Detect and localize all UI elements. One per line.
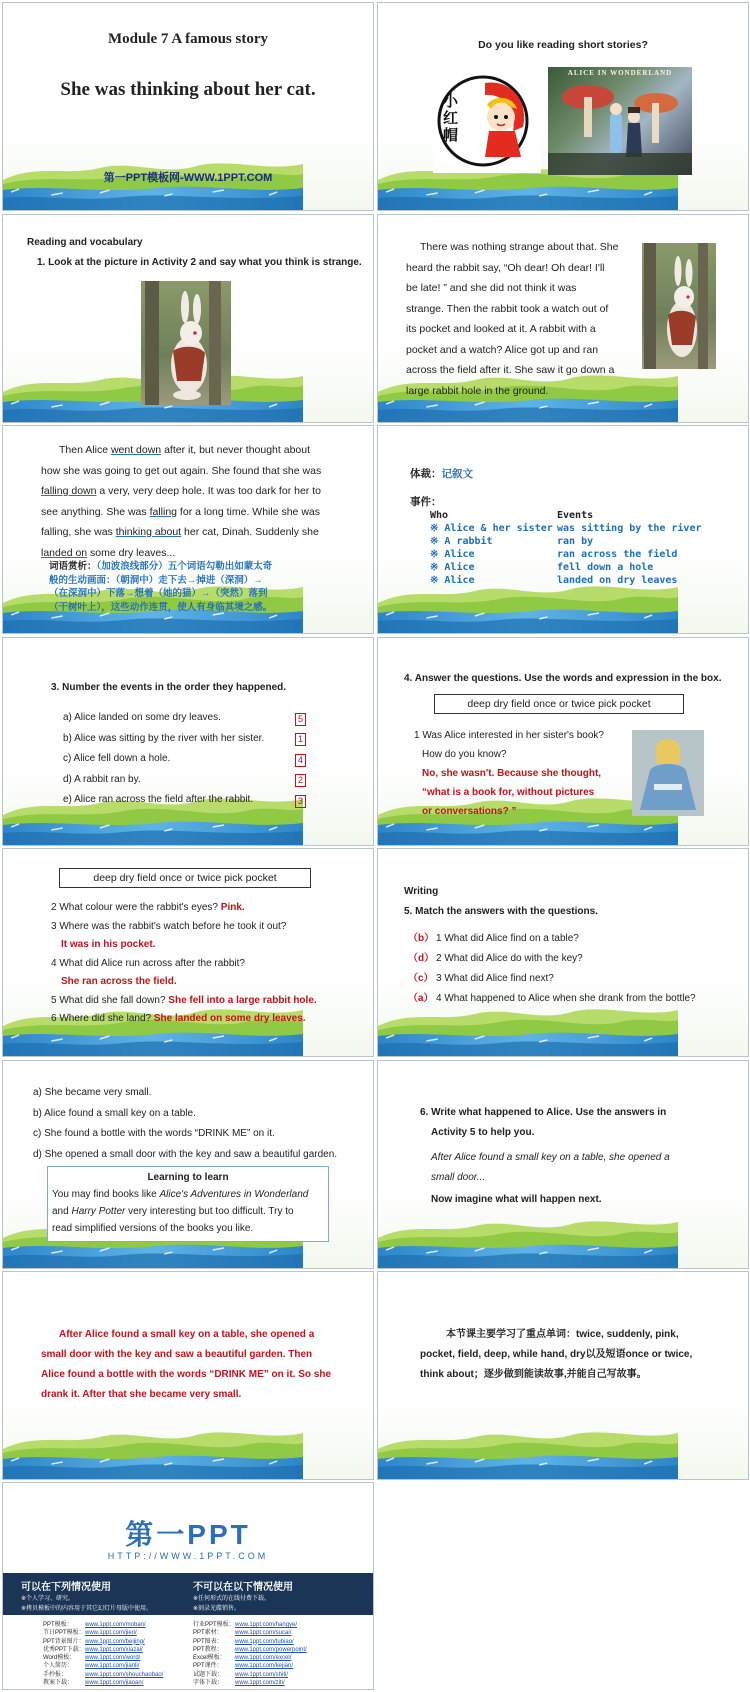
link-row[interactable] xyxy=(193,1671,307,1679)
table-header-row xyxy=(430,509,702,522)
link-url[interactable]: www.1ppt.com/moban/ xyxy=(85,1622,146,1628)
events-label: 事件： xyxy=(410,496,442,508)
link-url[interactable]: www.1ppt.com/shiti/ xyxy=(235,1671,289,1678)
match-answer[interactable]: （a） xyxy=(408,993,434,1004)
story-line: its pocket and looked at it. A rabbit with a xyxy=(406,323,596,335)
alice-reading-picture xyxy=(632,730,704,816)
story-line: be late! ” and she did not think it was xyxy=(406,282,577,294)
match-question: 1 What did Alice find on a table? xyxy=(436,933,579,944)
note-line: （在深洞中）下落→想着（她的猫）→（突然）落到 xyxy=(49,588,268,599)
lesson-title: She was thinking about her cat. xyxy=(60,79,316,100)
link-label: 个人简历： xyxy=(43,1663,74,1670)
list-item: c) Alice fell down a hole. xyxy=(63,753,171,764)
cannot-use-title: 不可以在以下情况使用 xyxy=(193,1582,293,1593)
text-run: very interesting but too difficult. Try to xyxy=(125,1206,294,1217)
paragraph-line: Alice found a bottle with the words “DRINK ME” on it. So she xyxy=(41,1369,332,1380)
list-item: a) She became very small. xyxy=(33,1087,152,1098)
link-url[interactable]: www.1ppt.com/ziti/ xyxy=(235,1680,285,1687)
link-row[interactable] xyxy=(43,1679,163,1687)
answer-text: It was in his pocket. xyxy=(61,939,156,950)
genre-label: 体裁： xyxy=(410,468,442,480)
slide-9-answers[interactable] xyxy=(2,848,374,1057)
qa-block xyxy=(51,899,317,1029)
table-row xyxy=(430,522,702,535)
story-line: strange. Then the rabbit took a watch out of xyxy=(406,302,609,315)
red-riding-hood-logo xyxy=(433,65,541,173)
question-text: 2 What colour were the rabbit's eyes? xyxy=(51,902,218,913)
learning-to-learn-box xyxy=(47,1166,329,1242)
match-question: 2 What did Alice do with the key? xyxy=(436,953,583,964)
slide-12-writing-task[interactable] xyxy=(377,1060,749,1269)
answer-text: No, she wasn't. Because she thought, xyxy=(422,768,602,779)
brand-logo[interactable]: 第一PPT xyxy=(125,1519,251,1550)
link-label: 节日PPT模板： xyxy=(43,1630,85,1637)
story-paragraph xyxy=(406,237,638,401)
box-title: Learning to learn xyxy=(147,1172,229,1183)
story-line: large rabbit hole in the ground. xyxy=(406,384,549,397)
story-line: heard the rabbit say, “Oh dear! Oh dear! I'll xyxy=(406,261,605,274)
alice-movie-poster xyxy=(548,67,692,175)
link-label: PPT素材： xyxy=(193,1630,223,1637)
poster-title: ALICE IN WONDERLAND xyxy=(567,69,673,77)
question-block xyxy=(414,726,604,821)
story-line: across the field after it. She saw it go down a xyxy=(406,364,615,376)
slide-4-story-part1[interactable] xyxy=(377,214,749,423)
key-phrase: thinking about xyxy=(115,526,182,538)
cell-who: ※ Alice xyxy=(430,575,475,586)
table-row xyxy=(430,561,702,574)
cell-who: ※ A rabbit xyxy=(430,536,493,547)
list-item: a) Alice landed on some dry leaves. xyxy=(63,712,221,723)
section-heading: Reading and vocabulary xyxy=(27,237,143,248)
key-phrase: falling down xyxy=(41,485,97,497)
can-use-item: ※拷贝模板中的内容用于其它幻灯片母版中使用。 xyxy=(21,1606,153,1612)
summary-line: pocket, field, deep, while hand, dry以及短语once or twice, xyxy=(420,1349,693,1360)
link-label: 优秀PPT下载： xyxy=(43,1646,85,1653)
link-url[interactable]: www.1ppt.com/xiazai/ xyxy=(85,1646,143,1653)
genre-value: 记叙文 xyxy=(441,468,473,480)
answer-text: She landed on some dry leaves. xyxy=(153,1013,306,1024)
example-start xyxy=(431,1148,670,1188)
link-url[interactable]: www.1ppt.com/jiaoan/ xyxy=(85,1680,144,1687)
summary-line: 本节课主要学习了重点单词：twice, suddenly, pink, xyxy=(446,1329,679,1340)
activity-instruction: 1. Look at the picture in Activity 2 and say what you think is strange. xyxy=(37,257,362,268)
cell-event: ran by xyxy=(557,536,594,547)
table-row xyxy=(430,574,702,587)
instruction-line: Activity 5 to help you. xyxy=(431,1127,535,1138)
link-url[interactable]: www.1ppt.com/tubiao/ xyxy=(235,1638,294,1645)
book-title: Harry Potter xyxy=(71,1206,126,1217)
list-item xyxy=(408,949,696,969)
list-item: d) A rabbit ran by. xyxy=(63,773,141,785)
link-row[interactable] xyxy=(193,1638,307,1646)
table-row xyxy=(430,535,702,548)
list-item xyxy=(408,969,696,989)
section-heading: Writing xyxy=(404,886,439,897)
text-run: some dry leaves... xyxy=(87,546,176,559)
cell-event: ran across the field xyxy=(557,549,678,560)
link-label: 字体下载： xyxy=(193,1680,224,1687)
module-title: Module 7 A famous story xyxy=(107,31,268,47)
answer-text: or conversations? ” xyxy=(422,806,517,817)
link-label: Excel模板： xyxy=(193,1655,226,1662)
slide-2-question[interactable] xyxy=(377,2,749,211)
cell-who: ※ Alice & her sister xyxy=(430,523,553,534)
link-row[interactable] xyxy=(43,1638,163,1646)
text-run: falling, she was xyxy=(41,526,116,538)
story-line: There was nothing strange about that. She xyxy=(420,241,619,253)
cell-who: ※ Alice xyxy=(430,562,475,573)
link-url[interactable]: www.1ppt.com/hangye/ xyxy=(235,1622,298,1628)
answer-text: She ran across the field. xyxy=(61,976,177,987)
story-line: pocket and a watch? Alice got up and ran xyxy=(406,343,599,356)
link-row[interactable] xyxy=(193,1646,307,1654)
link-label: PPT模板： xyxy=(43,1622,73,1628)
links-right xyxy=(193,1621,307,1687)
note-label: 词语赏析： xyxy=(49,561,97,572)
link-label: PPT背景图片： xyxy=(43,1638,85,1645)
answer-options xyxy=(33,1083,337,1165)
link-url[interactable]: www.1ppt.com/powerpoint/ xyxy=(235,1646,307,1653)
link-label: 行业PPT模板： xyxy=(193,1622,235,1628)
link-row[interactable] xyxy=(43,1662,163,1670)
link-label: Word模板： xyxy=(43,1655,76,1662)
link-row[interactable] xyxy=(43,1671,163,1679)
slide-6-events-table[interactable] xyxy=(377,425,749,634)
slide-7-number-events[interactable] xyxy=(2,637,374,846)
text-run: Then Alice xyxy=(59,444,111,456)
slide-8-answer-questions[interactable] xyxy=(377,637,749,846)
cell-event: landed on dry leaves xyxy=(557,575,678,586)
brand-url[interactable]: HTTP://WWW.1PPT.COM xyxy=(107,1551,269,1561)
slide-15-copyright[interactable] xyxy=(2,1482,374,1690)
note-line: （加波浪线部分）五个词语勾勒出如蒙太奇 xyxy=(96,561,273,572)
link-row[interactable] xyxy=(193,1629,307,1637)
text-run: a very, very deep hole. It was too dark for her to xyxy=(96,485,321,497)
list-item: e) Alice ran across the field after the rabbit. xyxy=(63,794,254,805)
match-answer[interactable]: （b） xyxy=(408,933,435,944)
link-url[interactable]: www.1ppt.com/beijing/ xyxy=(85,1638,145,1645)
slide-14-summary[interactable] xyxy=(377,1271,749,1480)
slide-13-model-answer[interactable] xyxy=(2,1271,374,1480)
column-header-events: Events xyxy=(557,510,594,521)
text-run: after it, but never thought about xyxy=(161,444,311,456)
column-header-who: Who xyxy=(430,510,449,521)
paragraph-line: small door with the key and saw a beautiful garden. Then xyxy=(41,1349,313,1360)
match-answer[interactable]: （c） xyxy=(408,973,434,984)
word-appreciation-note xyxy=(49,560,349,614)
question-text: 4 What did Alice run across after the rabbit? xyxy=(51,957,245,969)
match-answer[interactable]: （d） xyxy=(408,953,435,964)
link-label: PPT图表： xyxy=(193,1638,223,1645)
link-label: PPT教程： xyxy=(193,1646,223,1653)
link-label: 试题下载： xyxy=(193,1671,224,1678)
list-item: b) Alice found a small key on a table. xyxy=(33,1107,196,1119)
text-run: and xyxy=(52,1206,72,1217)
question-text: 3 Where was the rabbit's watch before he took it out? xyxy=(51,920,287,932)
link-label: 教案下载： xyxy=(43,1680,74,1687)
cell-who: ※ Alice xyxy=(430,549,475,560)
slide-1-title[interactable] xyxy=(2,2,374,211)
answer-text: She fell into a large rabbit hole. xyxy=(168,994,317,1006)
order-number-box[interactable]: 4 xyxy=(295,754,306,767)
list-item xyxy=(408,989,696,1009)
events-list xyxy=(63,708,264,811)
link-row[interactable] xyxy=(193,1662,307,1670)
link-url[interactable]: www.1ppt.com/shouchaobao/ xyxy=(85,1671,164,1678)
activity-instruction: 5. Match the answers with the questions. xyxy=(404,906,598,917)
link-url[interactable]: www.1ppt.com/jieri/ xyxy=(85,1630,137,1637)
question-text: Do you like reading short stories? xyxy=(478,39,648,51)
match-question: 4 What happened to Alice when she drank from the bottle? xyxy=(436,993,696,1004)
link-row[interactable] xyxy=(193,1621,307,1629)
can-use-item: ※个人学习、研究。 xyxy=(21,1596,75,1602)
key-phrase: falling xyxy=(149,505,178,518)
slide-11-answer-options[interactable] xyxy=(2,1060,374,1269)
cannot-use-item: ※刻录光碟销售。 xyxy=(193,1606,241,1612)
links-left xyxy=(43,1621,163,1687)
answer-text: “what is a book for, without pictures xyxy=(422,787,595,798)
paragraph-line: drank it. After that she became very small. xyxy=(41,1389,242,1400)
question-text: How do you know? xyxy=(422,749,507,760)
list-item xyxy=(408,929,696,949)
list-item: d) She opened a small door with the key and saw a beautiful garden. xyxy=(33,1148,338,1160)
activity-heading: 3. Number the events in the order they happened. xyxy=(51,682,287,693)
link-label: 手抄报： xyxy=(43,1671,68,1678)
example-line: small door... xyxy=(431,1172,486,1183)
link-row[interactable] xyxy=(43,1629,163,1637)
cell-event: was sitting by the river xyxy=(557,523,702,534)
events-table xyxy=(430,509,702,587)
grass-water-decoration xyxy=(378,1208,678,1268)
list-item: c) She found a bottle with the words “DRINK ME” on it. xyxy=(33,1128,275,1139)
link-row[interactable] xyxy=(43,1646,163,1654)
site-watermark[interactable]: 第一PPT模板网-WWW.1PPT.COM xyxy=(103,172,273,184)
paragraph-line: After Alice found a small key on a table, she opened a xyxy=(59,1329,315,1340)
link-url[interactable]: www.1ppt.com/sucai/ xyxy=(235,1630,292,1637)
text-run: for a long time. While she was xyxy=(177,505,320,518)
link-url[interactable]: www.1ppt.com/excel/ xyxy=(235,1655,292,1662)
summary-line: think about；逐步做到能读故事,并能自己写故事。 xyxy=(420,1369,647,1380)
grass-water-decoration xyxy=(378,1419,678,1479)
word-bank-box: deep dry field once or twice pick pocket xyxy=(434,694,684,714)
activity-heading: 4. Answer the questions. Use the words and expression in the box. xyxy=(404,673,722,684)
note-line: （干树叶上），这些动作连贯，使人有身临其境之感。 xyxy=(49,601,273,613)
grass-water-decoration xyxy=(3,1419,303,1479)
model-paragraph xyxy=(41,1325,341,1405)
instruction-line: 6. Write what happened to Alice. Use the answers in xyxy=(420,1107,667,1118)
order-number-box[interactable]: 1 xyxy=(295,733,306,746)
match-list xyxy=(408,929,696,1009)
slide-10-match-answers[interactable] xyxy=(377,848,749,1057)
logo-caption: 小红帽 xyxy=(443,93,459,144)
answer-text: Pink. xyxy=(220,902,245,913)
text-run: You may find books like xyxy=(52,1189,160,1200)
list-item: b) Alice was sitting by the river with her sister. xyxy=(63,732,265,744)
cell-event: fell down a hole xyxy=(557,562,654,573)
story-paragraph xyxy=(41,440,339,563)
key-phrase: went down xyxy=(110,444,162,456)
table-row xyxy=(430,548,702,561)
key-phrase: landed on xyxy=(41,546,88,559)
slide-5-story-part2[interactable] xyxy=(2,425,374,634)
can-use-title: 可以在下列情况使用 xyxy=(21,1582,111,1593)
story-line: how she was going to get out again. She found that she was xyxy=(41,464,322,477)
link-row[interactable] xyxy=(193,1679,307,1687)
order-number-box[interactable]: 5 xyxy=(295,713,306,726)
example-line: After Alice found a small key on a table, she opened a xyxy=(431,1152,670,1163)
activity-instruction xyxy=(420,1103,666,1143)
link-url[interactable]: www.1ppt.com/jianli/ xyxy=(85,1663,140,1670)
note-line: 般的生动画面：（朝洞中）走下去→掉进（深洞）→ xyxy=(49,574,263,586)
white-rabbit-picture xyxy=(141,281,231,405)
link-url[interactable]: www.1ppt.com/kejian/ xyxy=(235,1663,294,1670)
link-row[interactable] xyxy=(43,1621,163,1629)
order-number-box[interactable]: 2 xyxy=(295,774,306,787)
question-text: 1 Was Alice interested in her sister's book? xyxy=(414,730,604,741)
question-text: 6 Where did she land? xyxy=(51,1013,152,1024)
text-run: read simplified versions of the books you like. xyxy=(52,1223,254,1234)
slide-3-reading[interactable] xyxy=(2,214,374,423)
match-question: 3 What did Alice find next? xyxy=(436,973,554,984)
link-row[interactable] xyxy=(193,1654,307,1662)
usage-banner xyxy=(3,1573,374,1615)
cannot-use-item: ※任何形式的在线付费下载。 xyxy=(193,1596,271,1602)
order-number-box[interactable]: 3 xyxy=(295,795,306,808)
summary-paragraph xyxy=(420,1325,720,1385)
white-rabbit-picture xyxy=(642,243,716,369)
text-run: see anything. She was xyxy=(41,505,150,518)
link-row[interactable] xyxy=(43,1654,163,1662)
imagine-prompt: Now imagine what will happen next. xyxy=(431,1194,602,1205)
word-bank-box: deep dry field once or twice pick pocket xyxy=(59,868,311,888)
link-url[interactable]: www.1ppt.com/word/ xyxy=(85,1655,141,1662)
link-label: PPT课件： xyxy=(193,1663,223,1670)
question-text: 5 What did she fall down? xyxy=(51,994,166,1006)
text-run: her cat, Dinah. Suddenly she xyxy=(181,526,319,538)
genre-line xyxy=(410,466,473,481)
book-title: Alice's Adventures in Wonderland xyxy=(159,1189,309,1200)
